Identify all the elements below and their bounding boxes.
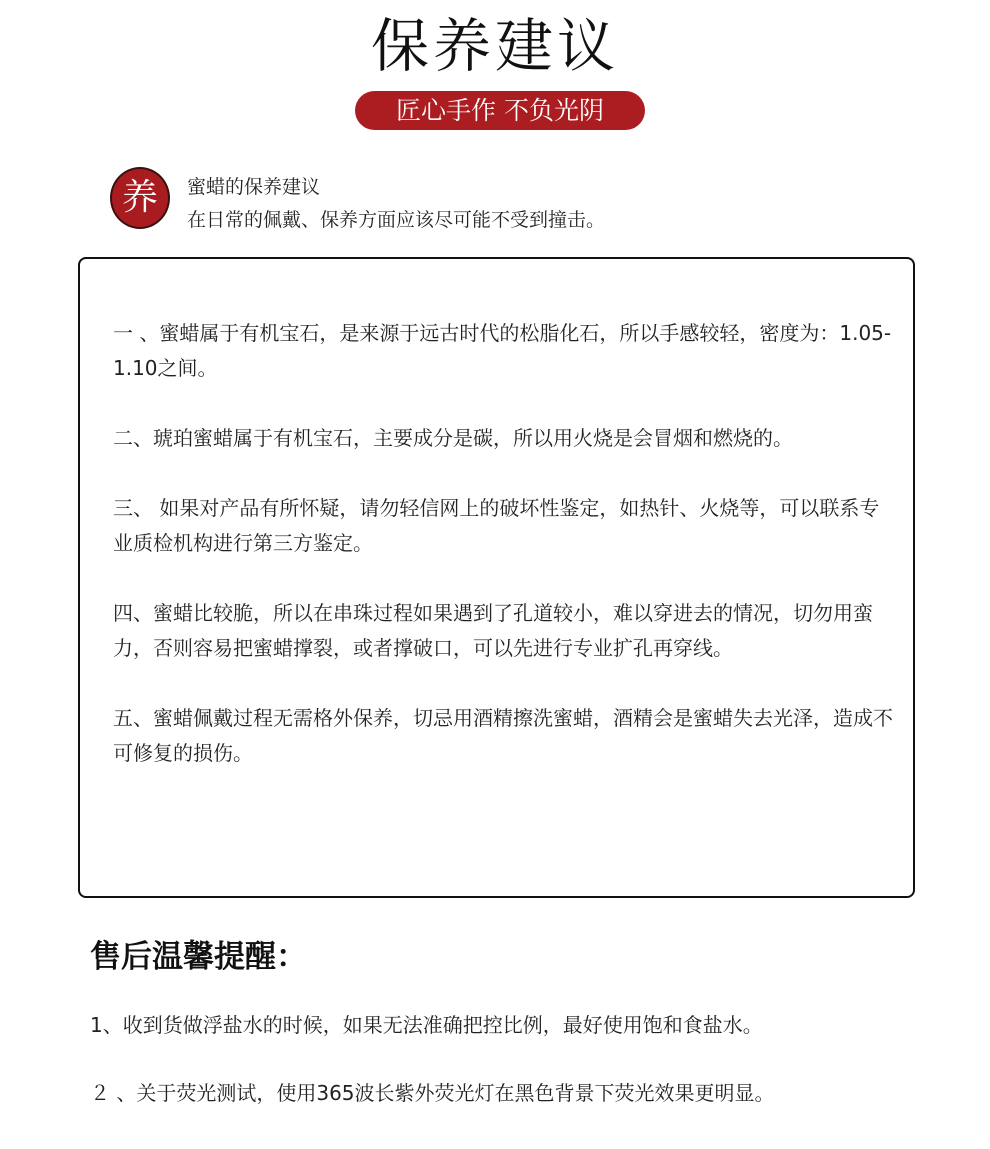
- advice-item: 三、 如果对产品有所怀疑，请勿轻信网上的破坏性鉴定，如热针、火烧等，可以联系专业质检机构进行第三方鉴定。: [113, 496, 880, 555]
- after-sales-item: ２ 、关于荧光测试，使用365波长紫外荧光灯在黑色背景下荧光效果更明显。: [90, 1081, 775, 1105]
- advice-item: 二、琥珀蜜蜡属于有机宝石，主要成分是碳，所以用火烧是会冒烟和燃烧的。: [113, 426, 793, 450]
- page-title: 保养建议: [370, 12, 619, 80]
- intro-heading: 蜜蜡的保养建议: [187, 176, 321, 198]
- advice-item: 一 、蜜蜡属于有机宝石，是来源于远古时代的松脂化石，所以手感较轻，密度为：1.05-1.10之间。: [113, 321, 892, 380]
- care-badge-icon: 养: [110, 167, 170, 229]
- slogan-badge: 匠心手作 不负光阴: [355, 91, 645, 130]
- after-sales-item: 1、收到货做浮盐水的时候，如果无法准确把控比例，最好使用饱和食盐水。: [90, 1013, 763, 1037]
- advice-box: [78, 257, 915, 898]
- advice-item: 四、蜜蜡比较脆，所以在串珠过程如果遇到了孔道较小，难以穿进去的情况，切勿用蛮力，否则容易把蜜蜡撑裂，或者撑破口，可以先进行专业扩孔再穿线。: [113, 601, 873, 660]
- intro-text: 在日常的佩戴、保养方面应该尽可能不受到撞击。: [187, 209, 606, 231]
- intro-block: [187, 171, 605, 237]
- advice-item: 五、蜜蜡佩戴过程无需格外保养，切忌用酒精擦洗蜜蜡，酒精会是蜜蜡失去光泽，造成不可修复的损伤。: [113, 706, 893, 765]
- after-sales-title: 售后温馨提醒：: [90, 939, 307, 975]
